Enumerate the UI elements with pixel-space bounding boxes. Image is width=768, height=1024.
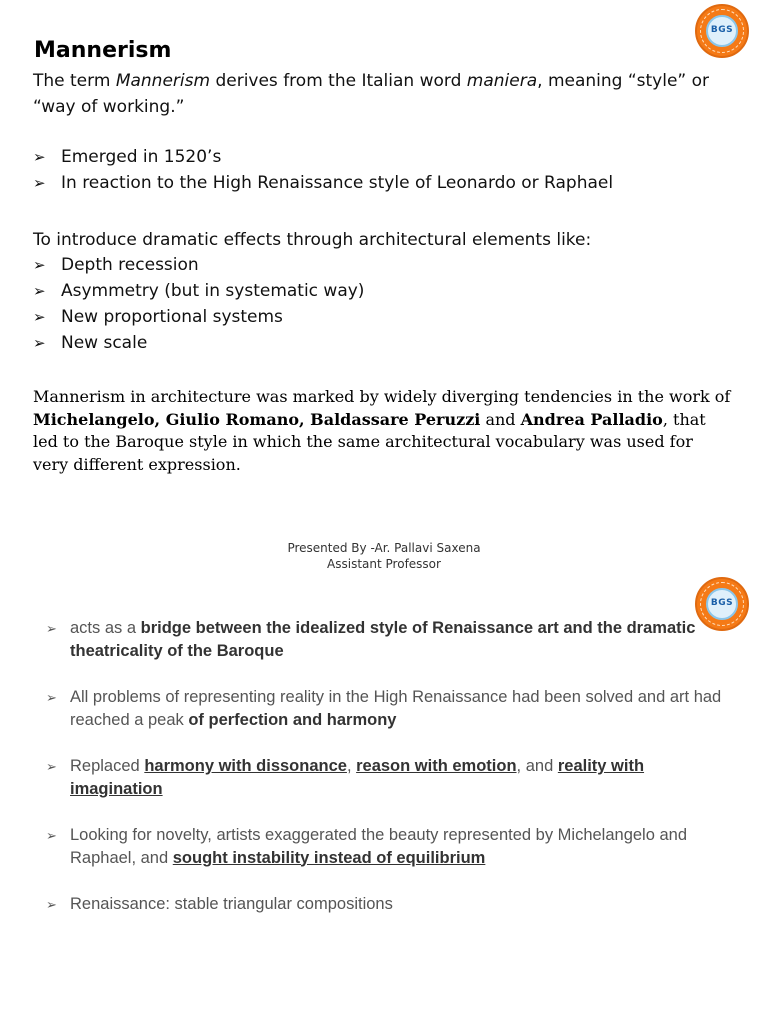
text-run: ,	[154, 409, 166, 429]
list-item	[46, 824, 726, 869]
list-item-text	[70, 824, 726, 869]
text-run: All problems of representing reality in the High Renaissance had been solved and art had reached a peak	[70, 688, 722, 729]
list-item-text: Asymmetry (but in systematic way)	[61, 281, 365, 301]
text-run: , and	[516, 757, 558, 775]
emphasis: bridge between the idealized style of Renaissance art and the dramatic theatricality of the Baroque	[70, 619, 696, 660]
arrow-bullet-icon: ➢	[46, 759, 57, 774]
name-baldassare-peruzzi: Baldassare Peruzzi	[310, 409, 481, 429]
arrow-bullet-icon: ➢	[46, 897, 57, 912]
list-item	[46, 617, 726, 662]
bullet-list-b	[33, 252, 733, 356]
text-run: , that led to the Baroque style in which the same architectural vocabulary was used for very different expression.	[33, 409, 706, 474]
name-giulio-romano: Giulio Romano	[165, 409, 300, 429]
list-item-text: In reaction to the High Renaissance style of Leonardo or Raphael	[61, 173, 614, 193]
intro-paragraph	[33, 68, 733, 120]
bullet-list-a	[33, 144, 733, 196]
emphasis-underlined: reason with emotion	[356, 757, 517, 775]
intro-mid: derives from the Italian word	[210, 71, 467, 91]
arrow-bullet-icon: ➢	[33, 148, 46, 166]
list-item	[33, 252, 733, 278]
name-andrea-palladio: Andrea Palladio	[520, 409, 663, 429]
mannerism-traits-list	[46, 617, 726, 941]
presenter-role: Assistant Professor	[327, 557, 441, 571]
emphasis-underlined: harmony with dissonance	[144, 757, 347, 775]
arrow-bullet-icon: ➢	[46, 828, 57, 843]
list-item-text	[70, 755, 726, 800]
arrow-bullet-icon: ➢	[33, 282, 46, 300]
list-item	[33, 278, 733, 304]
emphasis-underlined: sought instability instead of equilibrium	[172, 848, 486, 867]
text-run: Looking for novelty, artists exaggerated the beauty represented by Michelangelo and Raphael, and	[70, 826, 688, 867]
presented-by: Presented By -Ar. Pallavi Saxena	[287, 541, 481, 555]
text-run: ,	[299, 409, 311, 429]
intro-prefix: The term	[33, 71, 116, 91]
architecture-paragraph	[33, 386, 733, 476]
list-item	[33, 170, 733, 196]
emphasis: of perfection and harmony	[188, 710, 397, 729]
intro-suffix: , meaning “style” or “way of working.”	[33, 71, 710, 117]
text-run: Renaissance: stable triangular compositions	[70, 895, 393, 913]
list-item-text	[70, 893, 393, 917]
logo-text: BGS	[710, 598, 734, 608]
presenter-credit	[0, 540, 768, 572]
list-item-text	[70, 617, 726, 662]
arrow-bullet-icon: ➢	[33, 256, 46, 274]
arrow-bullet-icon: ➢	[46, 690, 57, 705]
list-item-text: New scale	[61, 333, 148, 353]
text-run: and	[480, 409, 521, 429]
list-item	[46, 893, 726, 917]
list-item	[33, 330, 733, 356]
text-run: Replaced	[70, 757, 145, 775]
arrow-bullet-icon: ➢	[33, 308, 46, 326]
list-item-text	[70, 686, 726, 731]
intro-term: Mannerism	[115, 71, 211, 91]
list-item	[46, 755, 726, 800]
list-item-text: Depth recession	[61, 255, 199, 275]
arrow-bullet-icon: ➢	[46, 621, 57, 636]
list-item	[46, 686, 726, 731]
list-item	[33, 144, 733, 170]
text-run: ,	[346, 757, 357, 775]
list-item-text: New proportional systems	[61, 307, 283, 327]
arrow-bullet-icon: ➢	[33, 174, 46, 192]
text-run: Mannerism in architecture was marked by widely diverging tendencies in the work of	[33, 387, 731, 406]
text-run: acts as a	[70, 619, 141, 637]
list-item	[33, 304, 733, 330]
intro-word: maniera	[466, 71, 538, 91]
bgs-logo-icon	[695, 4, 749, 58]
page-title: Mannerism	[34, 38, 172, 63]
slide-2	[0, 575, 768, 1024]
name-michelangelo: Michelangelo	[33, 409, 155, 429]
emphasis-underlined: reality with imagination	[70, 757, 645, 798]
logo-text: BGS	[710, 25, 734, 35]
arrow-bullet-icon: ➢	[33, 334, 46, 352]
list-item-text: Emerged in 1520’s	[61, 147, 222, 167]
elements-intro: To introduce dramatic effects through architectural elements like:	[33, 230, 592, 250]
